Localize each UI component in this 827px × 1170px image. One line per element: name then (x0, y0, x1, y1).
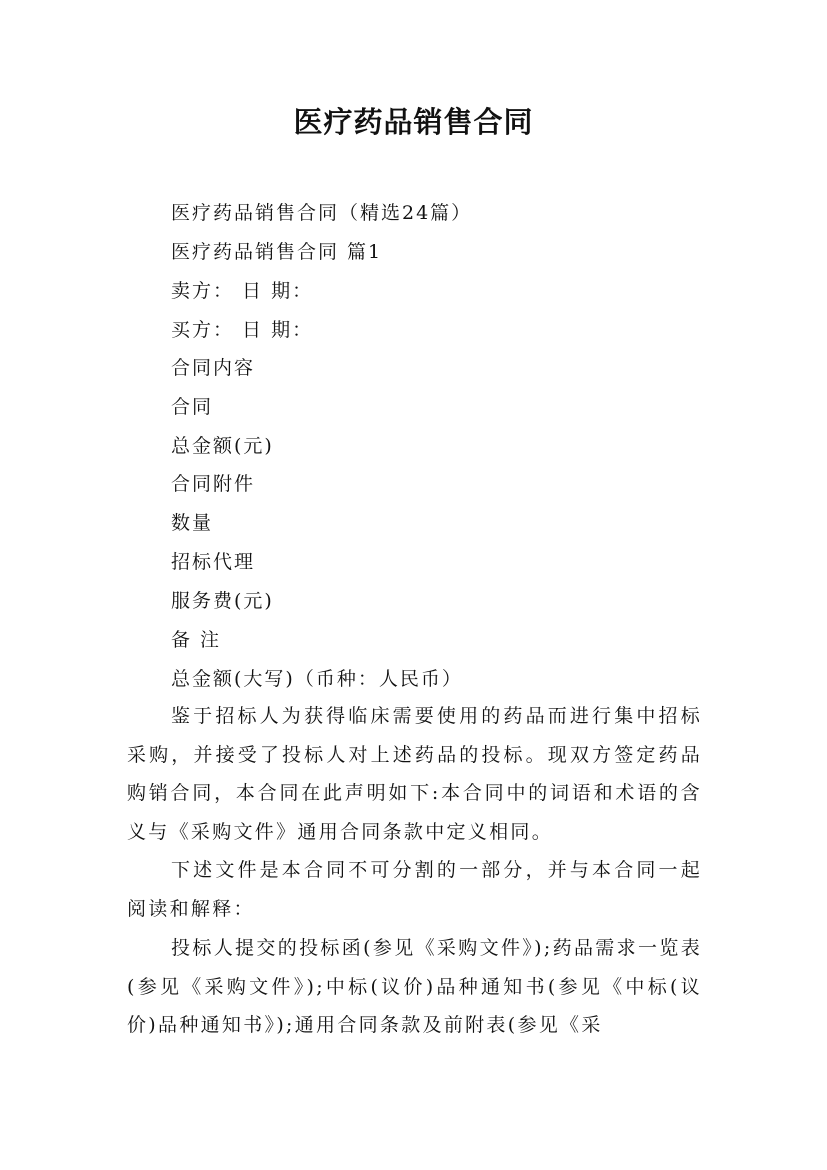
buyer-date-line: 买方： 日 期： (171, 319, 314, 341)
field-label: 总金额(元) (171, 435, 274, 457)
field-label: 总金额(大写)（币种：人民币） (171, 668, 463, 690)
document-title: 医疗药品销售合同 (293, 105, 534, 139)
field-label: 招标代理 (171, 551, 256, 573)
field-label: 数量 (171, 512, 214, 534)
field-label: 合同附件 (171, 473, 256, 495)
field-label: 服务费(元) (171, 590, 274, 612)
field-label: 备 注 (171, 629, 222, 651)
body-paragraph: 投标人提交的投标函(参见《采购文件》);药品需求一览表(参见《采购文件》);中标(议价)品种通知书(参见《中标(议价)品种通知书》);通用合同条款及前附表(参见《采 (127, 937, 702, 1036)
section-heading: 医疗药品销售合同 篇1 (171, 241, 383, 263)
subtitle-line: 医疗药品销售合同（精选24篇） (171, 202, 473, 224)
field-label: 合同 (171, 396, 214, 418)
field-label: 合同内容 (171, 357, 256, 379)
body-paragraph: 鉴于招标人为获得临床需要使用的药品而进行集中招标采购，并接受了投标人对上述药品的投标。现双方签定药品购销合同，本合同在此声明如下:本合同中的词语和术语的含义与《采购文件》通用合同条款中定义相同。 (127, 705, 702, 843)
body-paragraph: 下述文件是本合同不可分割的一部分，并与本合同一起阅读和解释： (127, 859, 702, 920)
seller-date-line: 卖方： 日 期： (171, 280, 314, 302)
